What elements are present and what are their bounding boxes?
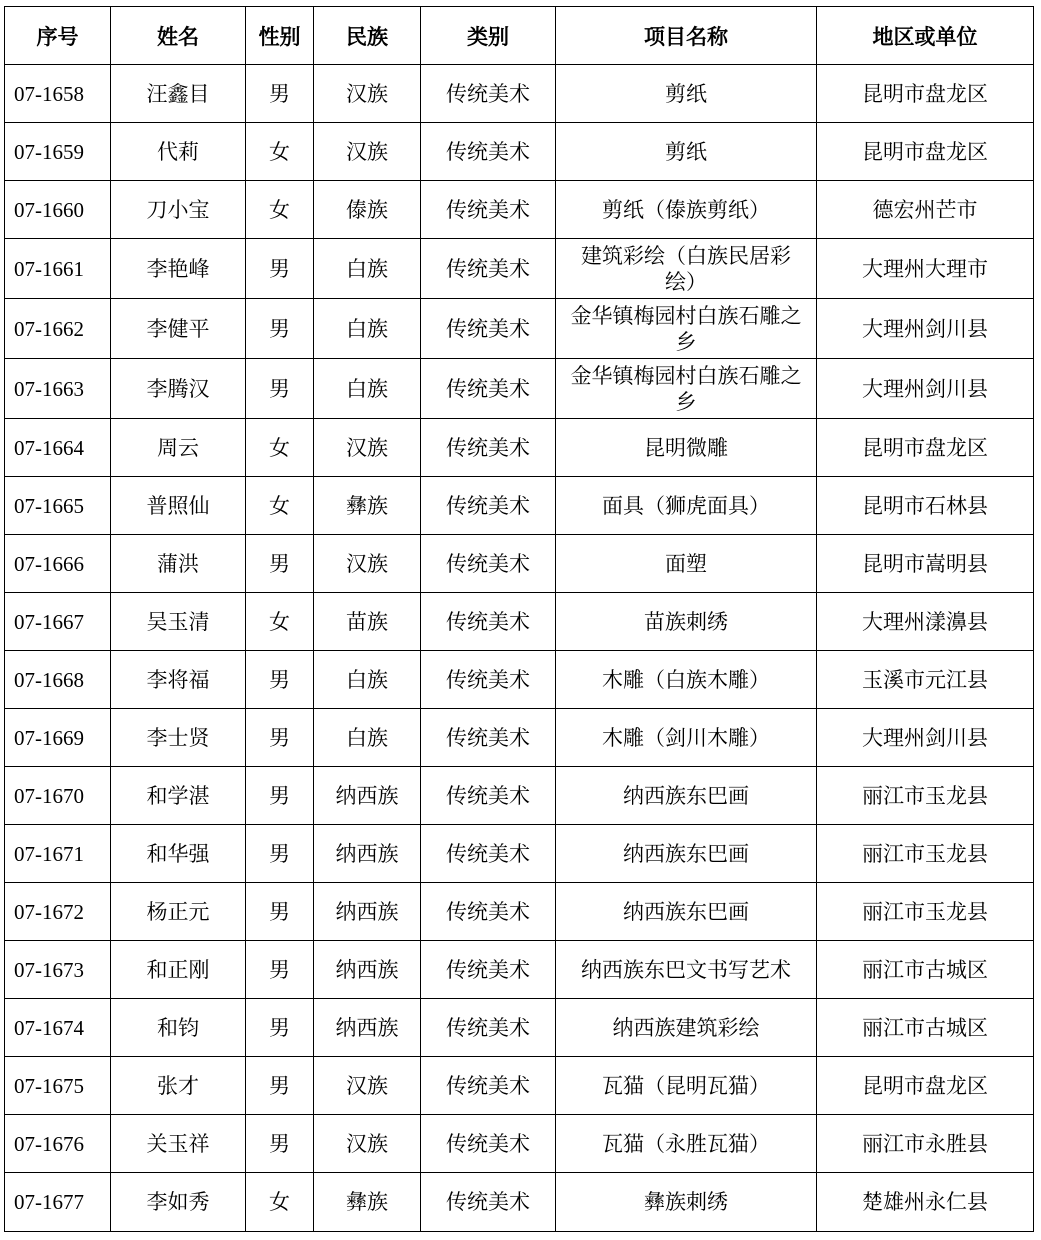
category-cell: 传统美术 bbox=[421, 239, 556, 299]
table-row bbox=[5, 1057, 1034, 1115]
name-cell: 李健平 bbox=[111, 299, 246, 359]
project-cell: 剪纸 bbox=[556, 65, 817, 123]
name-cell: 李士贤 bbox=[111, 709, 246, 767]
ethnicity-cell: 汉族 bbox=[314, 123, 421, 181]
serial-cell: 07-1672 bbox=[5, 883, 111, 941]
region-cell: 德宏州芒市 bbox=[817, 181, 1034, 239]
category-cell: 传统美术 bbox=[421, 593, 556, 651]
gender-cell: 男 bbox=[246, 65, 314, 123]
table-row bbox=[5, 359, 1034, 419]
table-row bbox=[5, 941, 1034, 999]
category-cell: 传统美术 bbox=[421, 299, 556, 359]
region-cell: 丽江市古城区 bbox=[817, 999, 1034, 1057]
gender-cell: 女 bbox=[246, 419, 314, 477]
header-category: 类别 bbox=[421, 7, 556, 65]
ethnicity-cell: 白族 bbox=[314, 709, 421, 767]
serial-cell: 07-1675 bbox=[5, 1057, 111, 1115]
inheritor-table bbox=[4, 6, 1034, 1232]
name-cell: 关玉祥 bbox=[111, 1115, 246, 1173]
region-cell: 丽江市古城区 bbox=[817, 941, 1034, 999]
ethnicity-cell: 白族 bbox=[314, 359, 421, 419]
gender-cell: 男 bbox=[246, 359, 314, 419]
table-row bbox=[5, 767, 1034, 825]
project-cell: 木雕（白族木雕） bbox=[556, 651, 817, 709]
gender-cell: 男 bbox=[246, 299, 314, 359]
gender-cell: 男 bbox=[246, 883, 314, 941]
serial-cell: 07-1663 bbox=[5, 359, 111, 419]
ethnicity-cell: 汉族 bbox=[314, 1057, 421, 1115]
gender-cell: 女 bbox=[246, 593, 314, 651]
serial-cell: 07-1674 bbox=[5, 999, 111, 1057]
category-cell: 传统美术 bbox=[421, 477, 556, 535]
category-cell: 传统美术 bbox=[421, 1057, 556, 1115]
gender-cell: 男 bbox=[246, 535, 314, 593]
region-cell: 玉溪市元江县 bbox=[817, 651, 1034, 709]
name-cell: 和华强 bbox=[111, 825, 246, 883]
category-cell: 传统美术 bbox=[421, 359, 556, 419]
table-row bbox=[5, 709, 1034, 767]
category-cell: 传统美术 bbox=[421, 941, 556, 999]
gender-cell: 女 bbox=[246, 1173, 314, 1232]
serial-cell: 07-1664 bbox=[5, 419, 111, 477]
name-cell: 张才 bbox=[111, 1057, 246, 1115]
project-cell: 面塑 bbox=[556, 535, 817, 593]
name-cell: 李艳峰 bbox=[111, 239, 246, 299]
header-name: 姓名 bbox=[111, 7, 246, 65]
serial-cell: 07-1669 bbox=[5, 709, 111, 767]
region-cell: 丽江市玉龙县 bbox=[817, 767, 1034, 825]
category-cell: 传统美术 bbox=[421, 181, 556, 239]
serial-cell: 07-1658 bbox=[5, 65, 111, 123]
region-cell: 昆明市盘龙区 bbox=[817, 1057, 1034, 1115]
gender-cell: 男 bbox=[246, 767, 314, 825]
serial-cell: 07-1667 bbox=[5, 593, 111, 651]
table-row bbox=[5, 593, 1034, 651]
ethnicity-cell: 汉族 bbox=[314, 65, 421, 123]
ethnicity-cell: 彝族 bbox=[314, 477, 421, 535]
gender-cell: 女 bbox=[246, 181, 314, 239]
category-cell: 传统美术 bbox=[421, 123, 556, 181]
gender-cell: 男 bbox=[246, 999, 314, 1057]
name-cell: 杨正元 bbox=[111, 883, 246, 941]
project-cell: 金华镇梅园村白族石雕之乡 bbox=[556, 299, 817, 359]
project-cell: 纳西族东巴画 bbox=[556, 825, 817, 883]
project-cell: 瓦猫（永胜瓦猫） bbox=[556, 1115, 817, 1173]
name-cell: 和钧 bbox=[111, 999, 246, 1057]
serial-cell: 07-1660 bbox=[5, 181, 111, 239]
serial-cell: 07-1677 bbox=[5, 1173, 111, 1232]
region-cell: 大理州剑川县 bbox=[817, 709, 1034, 767]
serial-cell: 07-1673 bbox=[5, 941, 111, 999]
region-cell: 丽江市永胜县 bbox=[817, 1115, 1034, 1173]
table-row bbox=[5, 825, 1034, 883]
table-row bbox=[5, 883, 1034, 941]
name-cell: 周云 bbox=[111, 419, 246, 477]
gender-cell: 男 bbox=[246, 825, 314, 883]
project-cell: 面具（狮虎面具） bbox=[556, 477, 817, 535]
name-cell: 吴玉清 bbox=[111, 593, 246, 651]
name-cell: 和学湛 bbox=[111, 767, 246, 825]
serial-cell: 07-1662 bbox=[5, 299, 111, 359]
category-cell: 传统美术 bbox=[421, 999, 556, 1057]
ethnicity-cell: 汉族 bbox=[314, 1115, 421, 1173]
header-gender: 性别 bbox=[246, 7, 314, 65]
header-ethnicity: 民族 bbox=[314, 7, 421, 65]
name-cell: 李如秀 bbox=[111, 1173, 246, 1232]
project-cell: 纳西族建筑彩绘 bbox=[556, 999, 817, 1057]
table-row bbox=[5, 181, 1034, 239]
serial-cell: 07-1670 bbox=[5, 767, 111, 825]
region-cell: 大理州漾濞县 bbox=[817, 593, 1034, 651]
table-row bbox=[5, 123, 1034, 181]
category-cell: 传统美术 bbox=[421, 709, 556, 767]
ethnicity-cell: 纳西族 bbox=[314, 941, 421, 999]
table-row bbox=[5, 65, 1034, 123]
ethnicity-cell: 纳西族 bbox=[314, 767, 421, 825]
serial-cell: 07-1676 bbox=[5, 1115, 111, 1173]
name-cell: 汪鑫目 bbox=[111, 65, 246, 123]
category-cell: 传统美术 bbox=[421, 883, 556, 941]
project-cell: 剪纸 bbox=[556, 123, 817, 181]
project-cell: 纳西族东巴文书写艺术 bbox=[556, 941, 817, 999]
ethnicity-cell: 纳西族 bbox=[314, 883, 421, 941]
table-row bbox=[5, 419, 1034, 477]
region-cell: 昆明市石林县 bbox=[817, 477, 1034, 535]
gender-cell: 女 bbox=[246, 477, 314, 535]
ethnicity-cell: 白族 bbox=[314, 299, 421, 359]
gender-cell: 男 bbox=[246, 651, 314, 709]
table-row bbox=[5, 1115, 1034, 1173]
table-row bbox=[5, 299, 1034, 359]
table-row bbox=[5, 651, 1034, 709]
project-cell: 建筑彩绘（白族民居彩绘） bbox=[556, 239, 817, 299]
name-cell: 普照仙 bbox=[111, 477, 246, 535]
region-cell: 昆明市盘龙区 bbox=[817, 123, 1034, 181]
name-cell: 李腾汉 bbox=[111, 359, 246, 419]
gender-cell: 男 bbox=[246, 1057, 314, 1115]
project-cell: 苗族刺绣 bbox=[556, 593, 817, 651]
region-cell: 大理州大理市 bbox=[817, 239, 1034, 299]
table-row bbox=[5, 999, 1034, 1057]
region-cell: 大理州剑川县 bbox=[817, 299, 1034, 359]
ethnicity-cell: 傣族 bbox=[314, 181, 421, 239]
header-row bbox=[5, 7, 1034, 65]
category-cell: 传统美术 bbox=[421, 535, 556, 593]
region-cell: 丽江市玉龙县 bbox=[817, 883, 1034, 941]
category-cell: 传统美术 bbox=[421, 1173, 556, 1232]
ethnicity-cell: 纳西族 bbox=[314, 825, 421, 883]
gender-cell: 男 bbox=[246, 941, 314, 999]
serial-cell: 07-1659 bbox=[5, 123, 111, 181]
category-cell: 传统美术 bbox=[421, 1115, 556, 1173]
name-cell: 李将福 bbox=[111, 651, 246, 709]
project-cell: 瓦猫（昆明瓦猫） bbox=[556, 1057, 817, 1115]
table-row bbox=[5, 239, 1034, 299]
region-cell: 楚雄州永仁县 bbox=[817, 1173, 1034, 1232]
inheritor-table-page bbox=[4, 6, 1033, 1232]
category-cell: 传统美术 bbox=[421, 65, 556, 123]
gender-cell: 男 bbox=[246, 709, 314, 767]
ethnicity-cell: 汉族 bbox=[314, 535, 421, 593]
project-cell: 金华镇梅园村白族石雕之乡 bbox=[556, 359, 817, 419]
region-cell: 昆明市盘龙区 bbox=[817, 419, 1034, 477]
region-cell: 昆明市盘龙区 bbox=[817, 65, 1034, 123]
gender-cell: 男 bbox=[246, 1115, 314, 1173]
gender-cell: 男 bbox=[246, 239, 314, 299]
header-project: 项目名称 bbox=[556, 7, 817, 65]
serial-cell: 07-1661 bbox=[5, 239, 111, 299]
gender-cell: 女 bbox=[246, 123, 314, 181]
project-cell: 彝族刺绣 bbox=[556, 1173, 817, 1232]
name-cell: 和正刚 bbox=[111, 941, 246, 999]
region-cell: 昆明市嵩明县 bbox=[817, 535, 1034, 593]
ethnicity-cell: 纳西族 bbox=[314, 999, 421, 1057]
table-row bbox=[5, 1173, 1034, 1232]
project-cell: 纳西族东巴画 bbox=[556, 883, 817, 941]
table-row bbox=[5, 535, 1034, 593]
ethnicity-cell: 彝族 bbox=[314, 1173, 421, 1232]
category-cell: 传统美术 bbox=[421, 767, 556, 825]
name-cell: 代莉 bbox=[111, 123, 246, 181]
table-row bbox=[5, 477, 1034, 535]
serial-cell: 07-1665 bbox=[5, 477, 111, 535]
ethnicity-cell: 白族 bbox=[314, 239, 421, 299]
region-cell: 大理州剑川县 bbox=[817, 359, 1034, 419]
serial-cell: 07-1668 bbox=[5, 651, 111, 709]
header-serial: 序号 bbox=[5, 7, 111, 65]
ethnicity-cell: 汉族 bbox=[314, 419, 421, 477]
ethnicity-cell: 白族 bbox=[314, 651, 421, 709]
project-cell: 木雕（剑川木雕） bbox=[556, 709, 817, 767]
category-cell: 传统美术 bbox=[421, 651, 556, 709]
name-cell: 刀小宝 bbox=[111, 181, 246, 239]
project-cell: 昆明微雕 bbox=[556, 419, 817, 477]
serial-cell: 07-1671 bbox=[5, 825, 111, 883]
region-cell: 丽江市玉龙县 bbox=[817, 825, 1034, 883]
name-cell: 蒲洪 bbox=[111, 535, 246, 593]
header-region: 地区或单位 bbox=[817, 7, 1034, 65]
category-cell: 传统美术 bbox=[421, 419, 556, 477]
ethnicity-cell: 苗族 bbox=[314, 593, 421, 651]
serial-cell: 07-1666 bbox=[5, 535, 111, 593]
table-body bbox=[5, 65, 1034, 1232]
project-cell: 剪纸（傣族剪纸） bbox=[556, 181, 817, 239]
category-cell: 传统美术 bbox=[421, 825, 556, 883]
project-cell: 纳西族东巴画 bbox=[556, 767, 817, 825]
